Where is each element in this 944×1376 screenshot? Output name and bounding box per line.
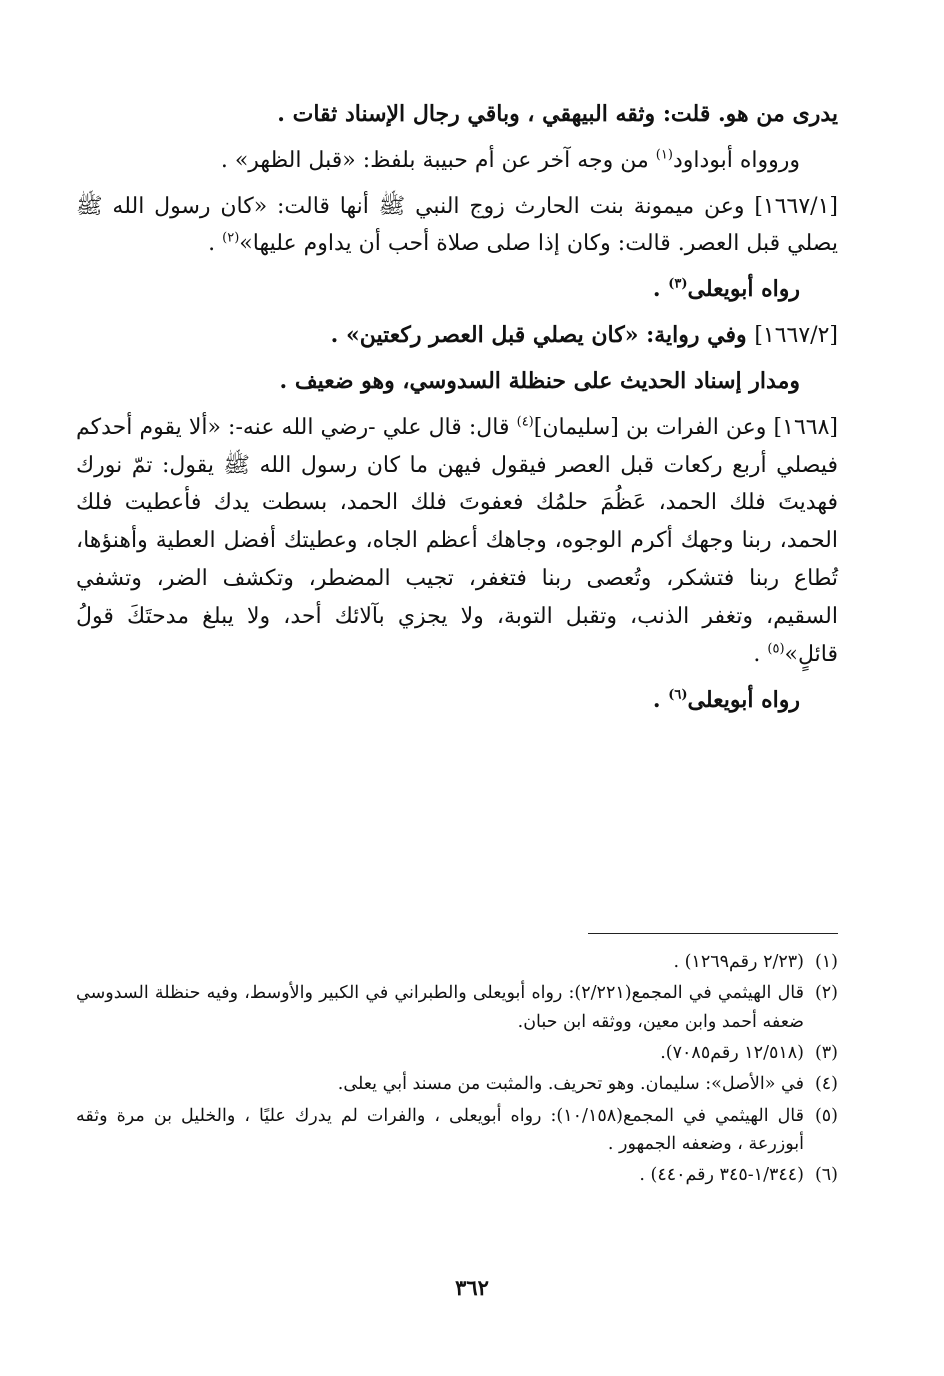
footnote-item (76, 1161, 838, 1189)
footnote-number: (٦) (814, 1165, 838, 1186)
paragraph-madar: ومدار إسناد الحديث على حنظلة السدوسي، وهو ضعيف . (279, 367, 800, 394)
footnotes (76, 948, 838, 1193)
footnote-ref-2[interactable]: (٢) (222, 231, 240, 247)
footnote-text: (١٢/٥١٨ رقم٧٠٨٥). (660, 1043, 804, 1064)
footnote-text: قال الهيثمي في المجمع(١٠/١٥٨): رواه أبويعلى ، والفرات لم يدرك عليًا ، والخليل بن مرة وثقه أبوزرعة ، وضعفه الجمهور . (76, 1105, 805, 1155)
footnote-separator (588, 933, 838, 934)
footnote-ref-3[interactable]: (٣) (668, 276, 688, 292)
page-number: ٣٦٢ (455, 1275, 489, 1300)
paragraph-abudawud: وروواه أبوداود$^{(١)}$ من وجه آخر عن أم حبيبة بلفظ: «قبل الظهر» . (220, 147, 800, 173)
footnote-number: (٣) (814, 1043, 838, 1064)
paragraph-continuation: يدرى من هو. قلت: وثقه البيهقي ، وباقي رجال الإسناد ثقات . (277, 101, 838, 127)
footnote-text: (١/٣٤٤-٣٤٥ رقم٤٤٠) . (639, 1165, 804, 1186)
riwayah-abu-yala-2: رواه أبويعلى$^{(٦)}$ . (652, 686, 800, 713)
hadith-number: [١٦٦٧/١] (754, 193, 838, 219)
hadith-1667-1: [١٦٦٧/١] وعن ميمونة بنت الحارث زوج النبي ﷺ أنها قالت: «كان رسول الله ﷺ يصلي قبل العصر. قالت: وكان إذا صلى صلاة أحب أن يداوم عليها»$^{(٢)}$ . (76, 193, 838, 257)
footnote-item (76, 1039, 838, 1067)
footnote-ref-5[interactable]: (٥) (767, 641, 785, 657)
hadith-1667-2: [١٦٦٧/٢] وفي رواية: «كان يصلي قبل العصر ركعتين» . (330, 322, 838, 349)
footnote-ref-1[interactable]: (١) (655, 147, 673, 163)
hadith-number: [١٦٦٧/٢] (754, 323, 838, 349)
footnote-number: (٥) (814, 1105, 838, 1126)
footnote-ref-6[interactable]: (٦) (668, 687, 688, 703)
footnote-number: (٤) (814, 1074, 838, 1095)
footnote-ref-4[interactable]: (٤) (516, 414, 534, 430)
footnote-item (76, 948, 838, 976)
footnote-text: (٢/٢٣ رقم١٢٦٩) . (673, 952, 804, 972)
footnote-item (76, 979, 838, 1036)
riwayah-abu-yala-1: رواه أبويعلى$^{(٣)}$ . (652, 276, 800, 303)
footnote-number: (١) (814, 952, 838, 972)
hadith-number: [١٦٦٨] (773, 414, 838, 440)
footnote-number: (٢) (814, 983, 838, 1004)
main-text (76, 96, 838, 727)
footnote-text: قال الهيثمي في المجمع(٢/٢٢١): رواه أبويعلى والطبراني في الكبير والأوسط، وفيه حنظلة السدوسي ضعفه أحمد وابن معين، ووثقه ابن حبان. (76, 983, 804, 1032)
footnote-text: في «الأصل»: سليمان. وهو تحريف. والمثبت من مسند أبي يعلى. (337, 1074, 804, 1095)
footnote-item (76, 1070, 838, 1098)
footnote-item (76, 1102, 838, 1159)
hadith-1668: [١٦٦٨] وعن الفرات بن [سليمان]$^{(٤)}$ قال: قال علي -رضي الله عنه-: «ألا يقوم أحدكم فيصلي أربع ركعات قبل العصر فيقول فيهن ما كان رسول الله ﷺ يقول: تمّ نورك فهديتَ فلك الحمد، عَظُمَ حلمُك فعفوتَ فلك الحمد، بسطت يدك فأعطيت فلك الحمد، ربنا وجهك أكرم الوجوه، وجاهك أعظم الجاه، وعطيتك أفضل العطية وأهنؤها، تُطاع ربنا فتشكر، وتُعصى ربنا فتغفر، تجيب المضطر، وتكشف الضر، وتشفي السقيم، وتغفر الذنب، وتقبل التوبة، ولا يجزي بآلائك أحد، ولا يبلغ مدحتَكَ قولُ قائلٍ»$^{(٥)}$ . (76, 414, 838, 667)
